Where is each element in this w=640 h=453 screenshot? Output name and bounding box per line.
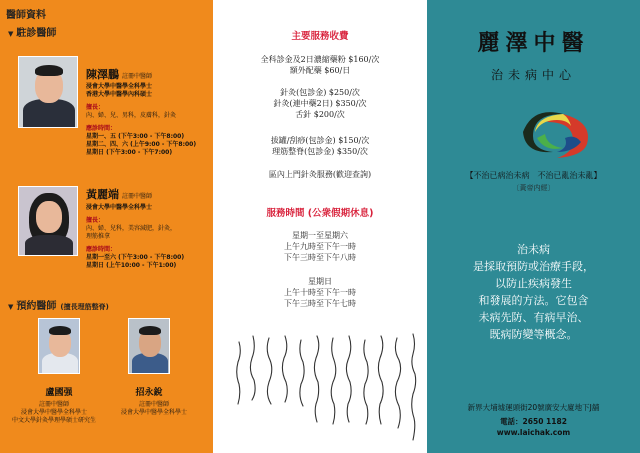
fee-line: 區內上門針灸服務(歡迎查詢) (268, 170, 372, 179)
calligraphy-art (235, 332, 421, 447)
resident-doctors-title: ▼ 駐診醫師 (8, 28, 57, 39)
quote-source: 〔黃帝内經〕 (512, 184, 555, 192)
hours-line: 上午九時至下午一時 (284, 242, 356, 251)
triangle-icon: ▼ (8, 30, 14, 38)
doctor2-name: 黃麗端 註冊中醫師 (86, 188, 153, 201)
hours-line: 上午十時至下午一時 (284, 288, 356, 297)
hours-title: 服務時間 (公衆假期休息) (266, 208, 374, 219)
hours-line: 下午三時至下午八時 (284, 253, 356, 262)
doctor3-name: 盧國强 (45, 388, 73, 398)
doctor3-photo (38, 318, 80, 374)
hours-line: 星期日 (308, 277, 332, 286)
doctor3-details: 註冊中醫師 浸會大學中醫學全科學士 中文大學針灸學理學碩士研究生 (11, 401, 96, 424)
desc-line: 以防止疾病發生 (495, 277, 572, 290)
phone: 電話：2650 1182 (500, 417, 567, 426)
clinic-logo: 麗澤中醫 (477, 30, 590, 56)
fee-line: 額外配藥 $60/日 (289, 66, 351, 75)
doctor1-details: 浸會大學中醫學全科學士 香港大學中醫學內科碩士 擅長： 內、婦、兒、男科，皮膚科，針灸 應診時間： 星期一、五 (下午3:00 - 下午8:00) 星期二、四、六 (上午9:00 - 下午8:00) 星期日 (下午3:00 - 下午7:00) (86, 83, 197, 156)
desc-line: 和發展的方法。它包含 (478, 294, 589, 307)
quote: 【不治已病治未病 不治已亂治未亂】 (465, 171, 602, 180)
website-link[interactable]: www.laichak.com (496, 428, 571, 437)
fee-line: 拔罐/刮痧(包診金) $150/次 (270, 136, 370, 145)
services-panel (213, 0, 427, 453)
fee-line: 舌針 $200/次 (295, 110, 345, 119)
doctors-panel (0, 0, 213, 453)
doctor1-photo (18, 56, 78, 128)
hours-line: 星期一至星期六 (292, 231, 348, 240)
fee-line: 針灸(連中藥2日) $350/次 (273, 99, 367, 108)
clinic-subtitle: 治未病中心 (490, 68, 576, 82)
intro-panel (427, 0, 640, 453)
fees-title: 主要服務收費 (291, 31, 349, 42)
desc-line: 既病防變等概念。 (489, 328, 578, 341)
doctor1-name: 陳澤鵬 註冊中醫師 (86, 68, 153, 81)
section-title: 醫師資料 (6, 10, 46, 21)
doctor4-details: 註冊中醫師 浸會大學中醫學全科學士 (120, 401, 187, 416)
fee-line: 全科診金及2日濃縮藥粉 $160/次 (260, 55, 380, 64)
doctor4-name: 招永銳 (135, 388, 163, 398)
address: 新界大埔墟運頭街20號廣安大廈地下J舖 (467, 403, 600, 412)
desc-line: 是採取預防或治療手段， (473, 260, 594, 273)
doctor2-photo (18, 186, 78, 256)
desc-line: 治未病 (517, 243, 550, 256)
hours-line: 下午三時至下午七時 (284, 299, 356, 308)
fee-line: 理筋整脊(包診金) $350/次 (272, 147, 368, 156)
fee-line: 針灸(包診金) $250/次 (280, 88, 360, 97)
desc-line: 未病先防、有病早治、 (478, 311, 589, 324)
doctor2-details: 浸會大學中醫學全科學士 擅長： 內、婦、兒科，美容減肥，針灸， 理筋推拿 應診時間： 星期一至六 (下午3:00 - 下午8:00) 星期日 (上午10:00 - 下午1:00) (86, 204, 185, 269)
doctor4-photo (128, 318, 170, 374)
triangle-icon: ▼ (8, 303, 14, 311)
booking-doctors-title: ▼ 預約醫師 (擅長理筋整脊) (8, 301, 109, 312)
yin-yang-logo-icon (505, 98, 605, 162)
